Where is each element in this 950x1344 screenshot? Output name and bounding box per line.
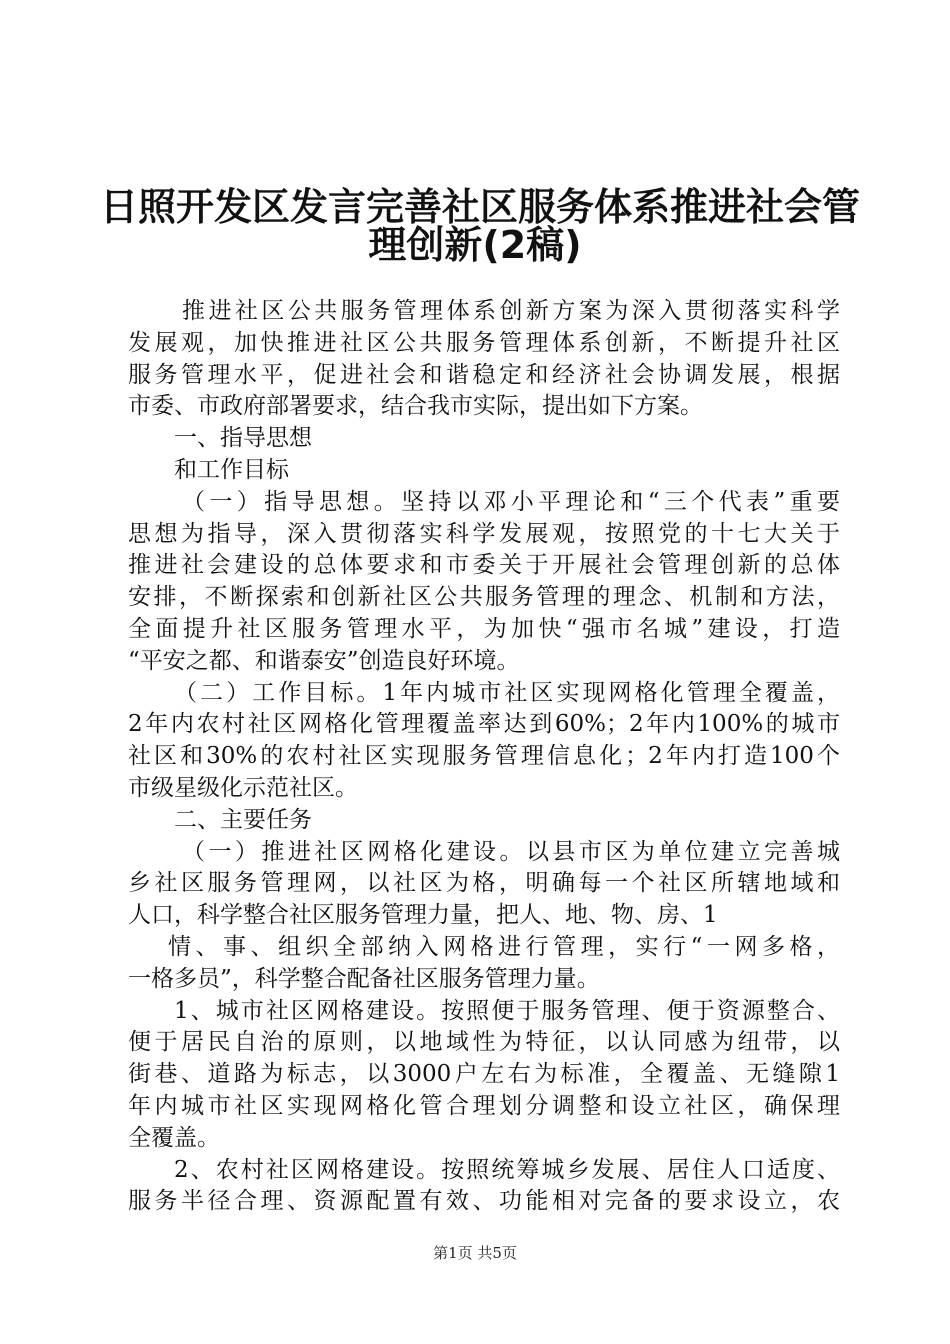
body-line: 年内城市社区实现网格化管合理划分调整和设立社区，确保理 (128, 1092, 840, 1119)
body-line: （一）指导思想。坚持以邓小平理论和“三个代表”重要 (182, 488, 840, 515)
body-line: 推进社区公共服务管理体系创新方案为深入贯彻落实科学 (182, 298, 840, 324)
body-line: 服务半径合理、资源配置有效、功能相对完备的要求设立，农 (128, 1188, 840, 1215)
document-title-line-2: 理创新(2稿) (368, 223, 582, 267)
body-line: 和工作目标 (174, 456, 289, 483)
document-title-line-1: 日照开发区发言完善社区服务体系推进社会管 (100, 185, 861, 229)
body-line: 全覆盖。 (128, 1124, 220, 1151)
body-line: 一格多员”，科学整合配备社区服务管理力量。 (128, 965, 600, 992)
body-line: 市级星级化示范社区。 (128, 774, 358, 801)
body-line: 一、指导思想 (174, 425, 312, 452)
body-line: （一）推进社区网格化建设。以县市区为单位建立完善城 (182, 838, 840, 865)
body-line: 人口，科学整合社区服务管理力量，把人、地、物、房、1 (128, 902, 718, 929)
body-line: 二、主要任务 (174, 806, 312, 833)
page-footer: 第1页 共5页 (433, 1244, 517, 1262)
body-line: 情、事、组织全部纳入网格进行管理，实行“一网多格， (168, 933, 840, 960)
body-line: 推进社会建设的总体要求和市委关于开展社会管理创新的总体 (128, 552, 840, 579)
body-line: 社区和30%的农村社区实现服务管理信息化；2年内打造100个 (128, 743, 840, 770)
body-line: 市委、市政府部署要求，结合我市实际，提出如下方案。 (128, 393, 703, 420)
body-line: 全面提升社区服务管理水平，为加快“强市名城”建设，打造 (128, 615, 840, 642)
body-line: 街巷、道路为标志，以3000户左右为标准，全覆盖、无缝隙1 (128, 1061, 840, 1088)
body-line: 发展观，加快推进社区公共服务管理体系创新，不断提升社区 (128, 329, 840, 356)
body-line: 思想为指导，深入贯彻落实科学发展观，按照党的十七大关于 (128, 520, 840, 547)
body-line: 1、城市社区网格建设。按照便于服务管理、便于资源整合、 (174, 997, 840, 1024)
body-line: 安排，不断探索和创新社区公共服务管理的理念、机制和方法， (128, 584, 840, 611)
body-line: “平安之都、和谐泰安”创造良好环境。 (128, 647, 520, 674)
body-line: 便于居民自治的原则，以地域性为特征，以认同感为纽带，以 (128, 1029, 840, 1056)
body-line: 服务管理水平，促进社会和谐稳定和经济社会协调发展，根据 (128, 361, 840, 388)
body-line: （二）工作目标。1年内城市社区实现网格化管理全覆盖， (174, 679, 840, 706)
body-line: 乡社区服务管理网，以社区为格，明确每一个社区所辖地域和 (128, 870, 840, 897)
body-line: 2年内农村社区网格化管理覆盖率达到60%；2年内100%的城市 (128, 711, 840, 738)
document-body (128, 296, 840, 1218)
body-line: 2、农村社区网格建设。按照统筹城乡发展、居住人口适度、 (174, 1156, 840, 1183)
